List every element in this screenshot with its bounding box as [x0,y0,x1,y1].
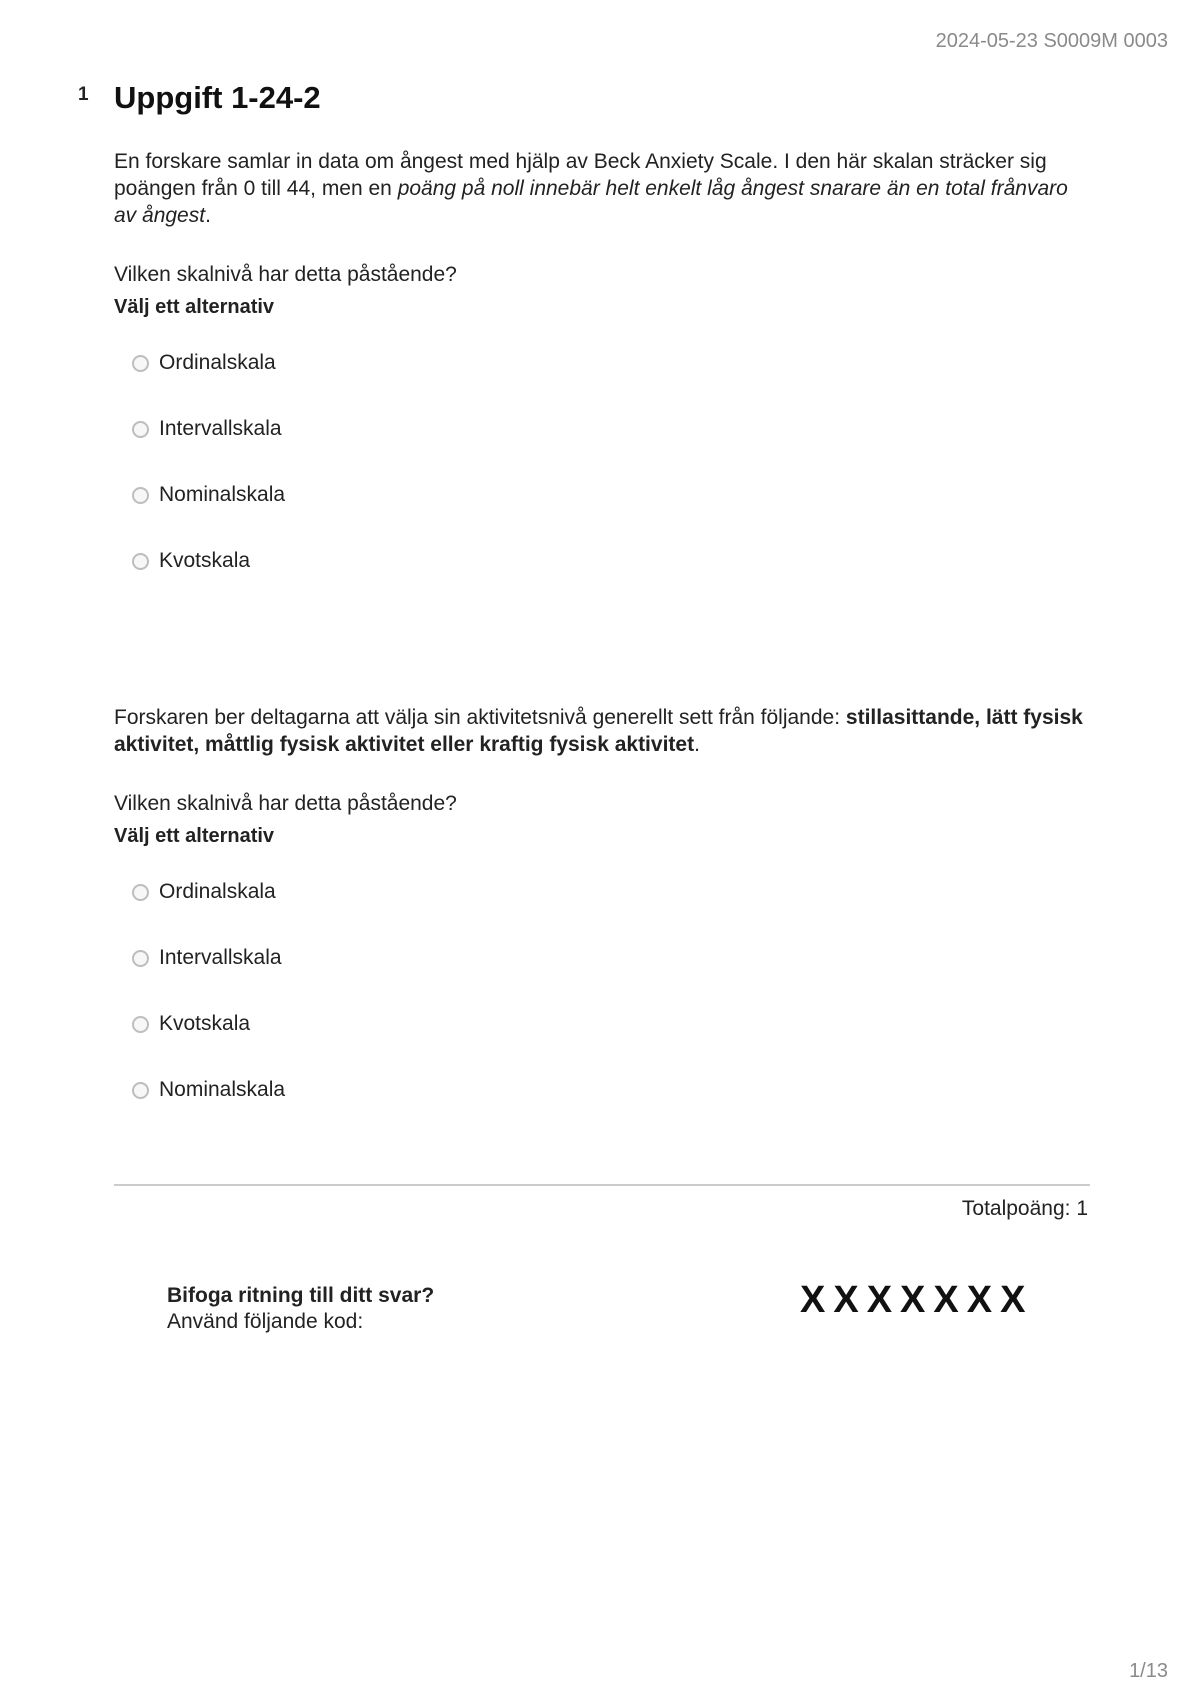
part-1-text: En forskare samlar in data om ångest med hjälp av Beck Anxiety Scale. I den här skalan sträcker sig poängen från 0 till 44, men en [114,150,1047,200]
page-number: 1/13 [1129,1660,1168,1682]
radio-button[interactable] [132,1016,149,1033]
part-1-option[interactable] [114,396,1090,462]
attachment-instruction: Använd följande kod: [167,1310,364,1333]
radio-button[interactable] [132,355,149,372]
option-label: Intervallskala [159,417,282,440]
part-2-option[interactable] [114,1057,1090,1123]
part-1-instruction: Välj ett alternativ [114,296,275,318]
radio-button[interactable] [132,950,149,967]
section-divider [114,1184,1090,1186]
radio-button[interactable] [132,487,149,504]
option-label: Nominalskala [159,1078,286,1101]
part-1 [114,148,1090,594]
part-2-option[interactable] [114,859,1090,925]
question-content [114,148,1090,1123]
option-label: Intervallskala [159,946,282,969]
part-2-description [114,704,1090,758]
part-2 [114,704,1090,1123]
part-2-option[interactable] [114,925,1090,991]
attachment-info [167,1283,434,1335]
part-2-instruction: Välj ett alternativ [114,825,275,847]
part-2-text-end: . [694,733,700,756]
radio-button[interactable] [132,1082,149,1099]
part-1-options [114,330,1090,594]
part-1-description [114,148,1090,229]
attachment-question: Bifoga ritning till ditt svar? [167,1284,435,1307]
radio-button[interactable] [132,553,149,570]
part-1-option[interactable] [114,528,1090,594]
part-1-option[interactable] [114,462,1090,528]
part-2-options [114,859,1090,1123]
radio-button[interactable] [132,884,149,901]
option-label: Kvotskala [159,549,251,572]
part-2-option[interactable] [114,991,1090,1057]
part-2-question: Vilken skalnivå har detta påstående? [114,792,457,815]
part-1-option[interactable] [114,330,1090,396]
question-number: 1 [78,84,89,105]
radio-button[interactable] [132,421,149,438]
attachment-code: XXXXXXX [800,1279,1034,1321]
part-1-text-end: . [205,204,211,227]
option-label: Ordinalskala [159,880,276,903]
part-1-italic-text: poäng på noll innebär helt enkelt låg ångest snarare än en total frånvaro av ångest [114,177,1068,227]
part-2-bold-text: stillasittande, lätt fysisk aktivitet, måttlig fysisk aktivitet eller kraftig fysisk aktivitet [114,706,1083,756]
option-label: Ordinalskala [159,351,276,374]
part-2-text: Forskaren ber deltagarna att välja sin aktivitetsnivå generellt sett från följande: [114,706,846,729]
option-label: Kvotskala [159,1012,251,1035]
question-title: Uppgift 1-24-2 [114,80,321,115]
part-1-question: Vilken skalnivå har detta påstående? [114,263,457,286]
option-label: Nominalskala [159,483,286,506]
total-points: Totalpoäng: 1 [961,1197,1088,1220]
document-id: 2024-05-23 S0009M 0003 [935,30,1168,52]
